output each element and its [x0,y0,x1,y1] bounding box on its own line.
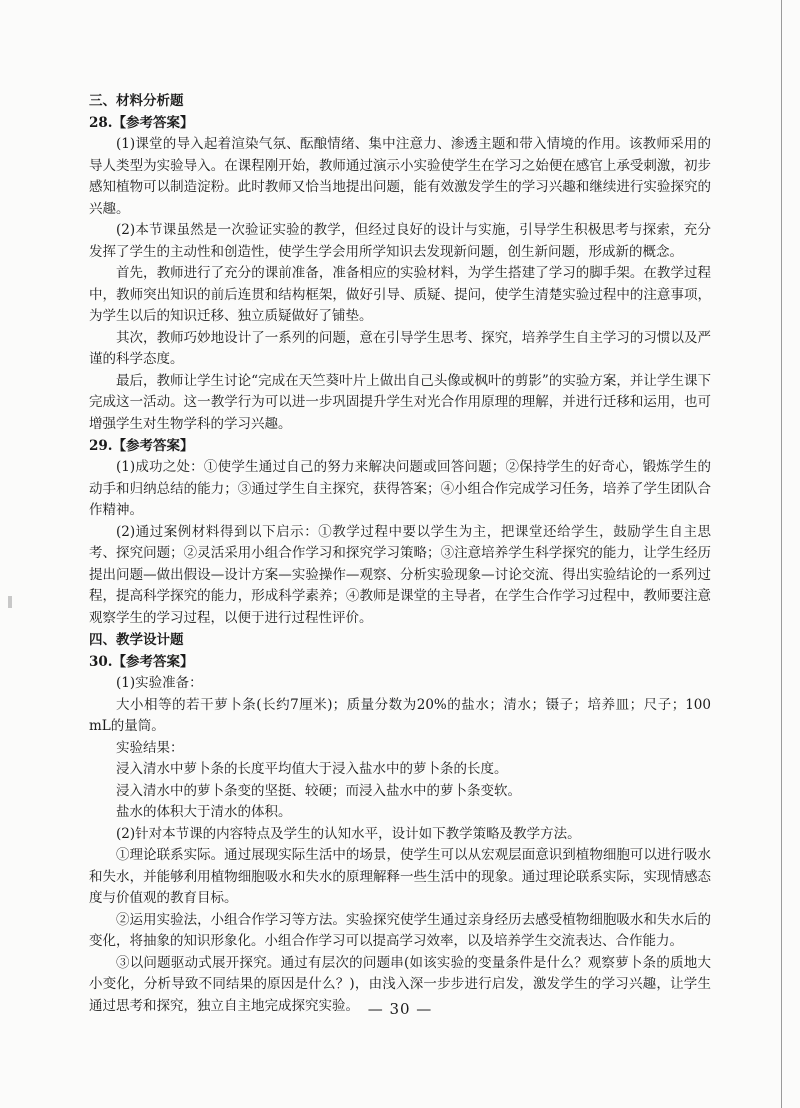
page-number: — 30 — [367,1000,433,1018]
paragraph: 首先，教师进行了充分的课前准备，准备相应的实验材料，为学生搭建了学习的脚手架。在教学过程中，教师突出知识的前后连贯和结构框架，做好引导、质疑、提问，使学生清楚实验过程中的注意事项，为学生以后的知识迁移、独立质疑做好了铺垫。 [89,265,711,324]
answer-label-29: 29.【参考答案】 [89,438,194,454]
result-item: 浸入清水中萝卜条的长度平均值大于浸入盐水中的萝卜条的长度。 [116,761,508,777]
scan-edge-line [781,0,782,1108]
strategy-title: (2)针对本节课的内容特点及学生的认知水平，设计如下教学策略及教学方法。 [116,825,581,842]
paragraph: (2)本节课虽然是一次验证实验的教学，但经过良好的设计与实施，引导学生积极思考与探索，充分发挥了学生的主动性和创造性，使学生学会用所学知识去发现新问题，创生新问题，形成新的概念。 [89,222,711,260]
section-heading-materials: 三、材料分析题 [89,93,184,109]
paragraph: (1)课堂的导入起着渲染气氛、酝酿情绪、集中注意力、渗透主题和带入情境的作用。该教师采用的导人类型为实验导入。在课程刚开始，教师通过演示小实验使学生在学习之始便在感官上承受刺激，初步感知植物可以制造淀粉。此时教师又恰当地提出问题，能有效激发学生的学习兴趣和继续进行实验探究的兴趣。 [89,136,711,217]
paragraph: (2)通过案例材料得到以下启示：①教学过程中要以学生为主，把课堂还给学生，鼓励学生自主思考、探究问题；②灵活采用小组合作学习和探究学习策略；③注意培养学生科学探究的能力，让学生经历提出问题—做出假设—设计方案—实验操作—观察、分析实验现象—讨论交流、得出实验结论的一系列过程，提高科学探究的能力，形成科学素养；④教师是课堂的主导者，在学生合作学习过程中，教师要注意观察学生的学习过程，以便于进行过程性评价。 [89,523,711,626]
scan-artifact [8,596,12,608]
prep-title: (1)实验准备： [116,675,203,691]
answer-label-28: 28.【参考答案】 [89,115,194,131]
strategy-item: ③以问题驱动式展开探究。通过有层次的问题串(如该实验的变量条件是什么？观察萝卜条的质地大小变化，分析导致不同结果的原因是什么？)，由浅入深一步步进行启发，激发学生的学习兴趣，让学生通过思考和探究，独立自主地完成探究实验。 [89,954,711,1014]
paragraph: 最后，教师让学生讨论“完成在天竺葵叶片上做出自己头像或枫叶的剪影”的实验方案，并让学生课下完成这一活动。这一教学行为可以进一步巩固提升学生对光合作用原理的理解，并进行迁移和运用，也可增强学生对生物学科的学习兴趣。 [89,372,711,432]
page-content [89,90,711,1017]
strategy-item: ①理论联系实际。通过展现实际生活中的场景，使学生可以从宏观层面意识到植物细胞可以进行吸水和失水，并能够利用植物细胞吸水和失水的原理解释一些生活中的现象。通过理论联系实际，实现情感态度与价值观的教育目标。 [89,847,711,906]
prep-text: 大小相等的若干萝卜条(长约7厘米)；质量分数为20%的盐水；清水；镊子；培养皿；尺子；100 mL的量筒。 [89,696,711,734]
paragraph: (1)成功之处：①使学生通过自己的努力来解决问题或回答问题；②保持学生的好奇心，锻炼学生的动手和归纳总结的能力；③通过学生自主探究，获得答案；④小组合作完成学习任务，培养了学生团队合作精神。 [89,459,711,518]
answer-label-30: 30.【参考答案】 [89,654,194,670]
result-title: 实验结果： [116,739,184,756]
section-heading-design: 四、教学设计题 [89,632,184,648]
result-item: 浸入清水中的萝卜条变的坚挺、较硬；而浸入盐水中的萝卜条变软。 [116,782,521,799]
paragraph: 其次，教师巧妙地设计了一系列的问题，意在引导学生思考、探究，培养学生自主学习的习惯以及严谨的科学态度。 [89,329,711,367]
strategy-item: ②运用实验法，小组合作学习等方法。实验探究使学生通过亲身经历去感受植物细胞吸水和失水后的变化，将抽象的知识形象化。小组合作学习可以提高学习效率，以及培养学生交流表达、合作能力。 [89,911,711,949]
result-item: 盐水的体积大于清水的体积。 [116,804,292,820]
